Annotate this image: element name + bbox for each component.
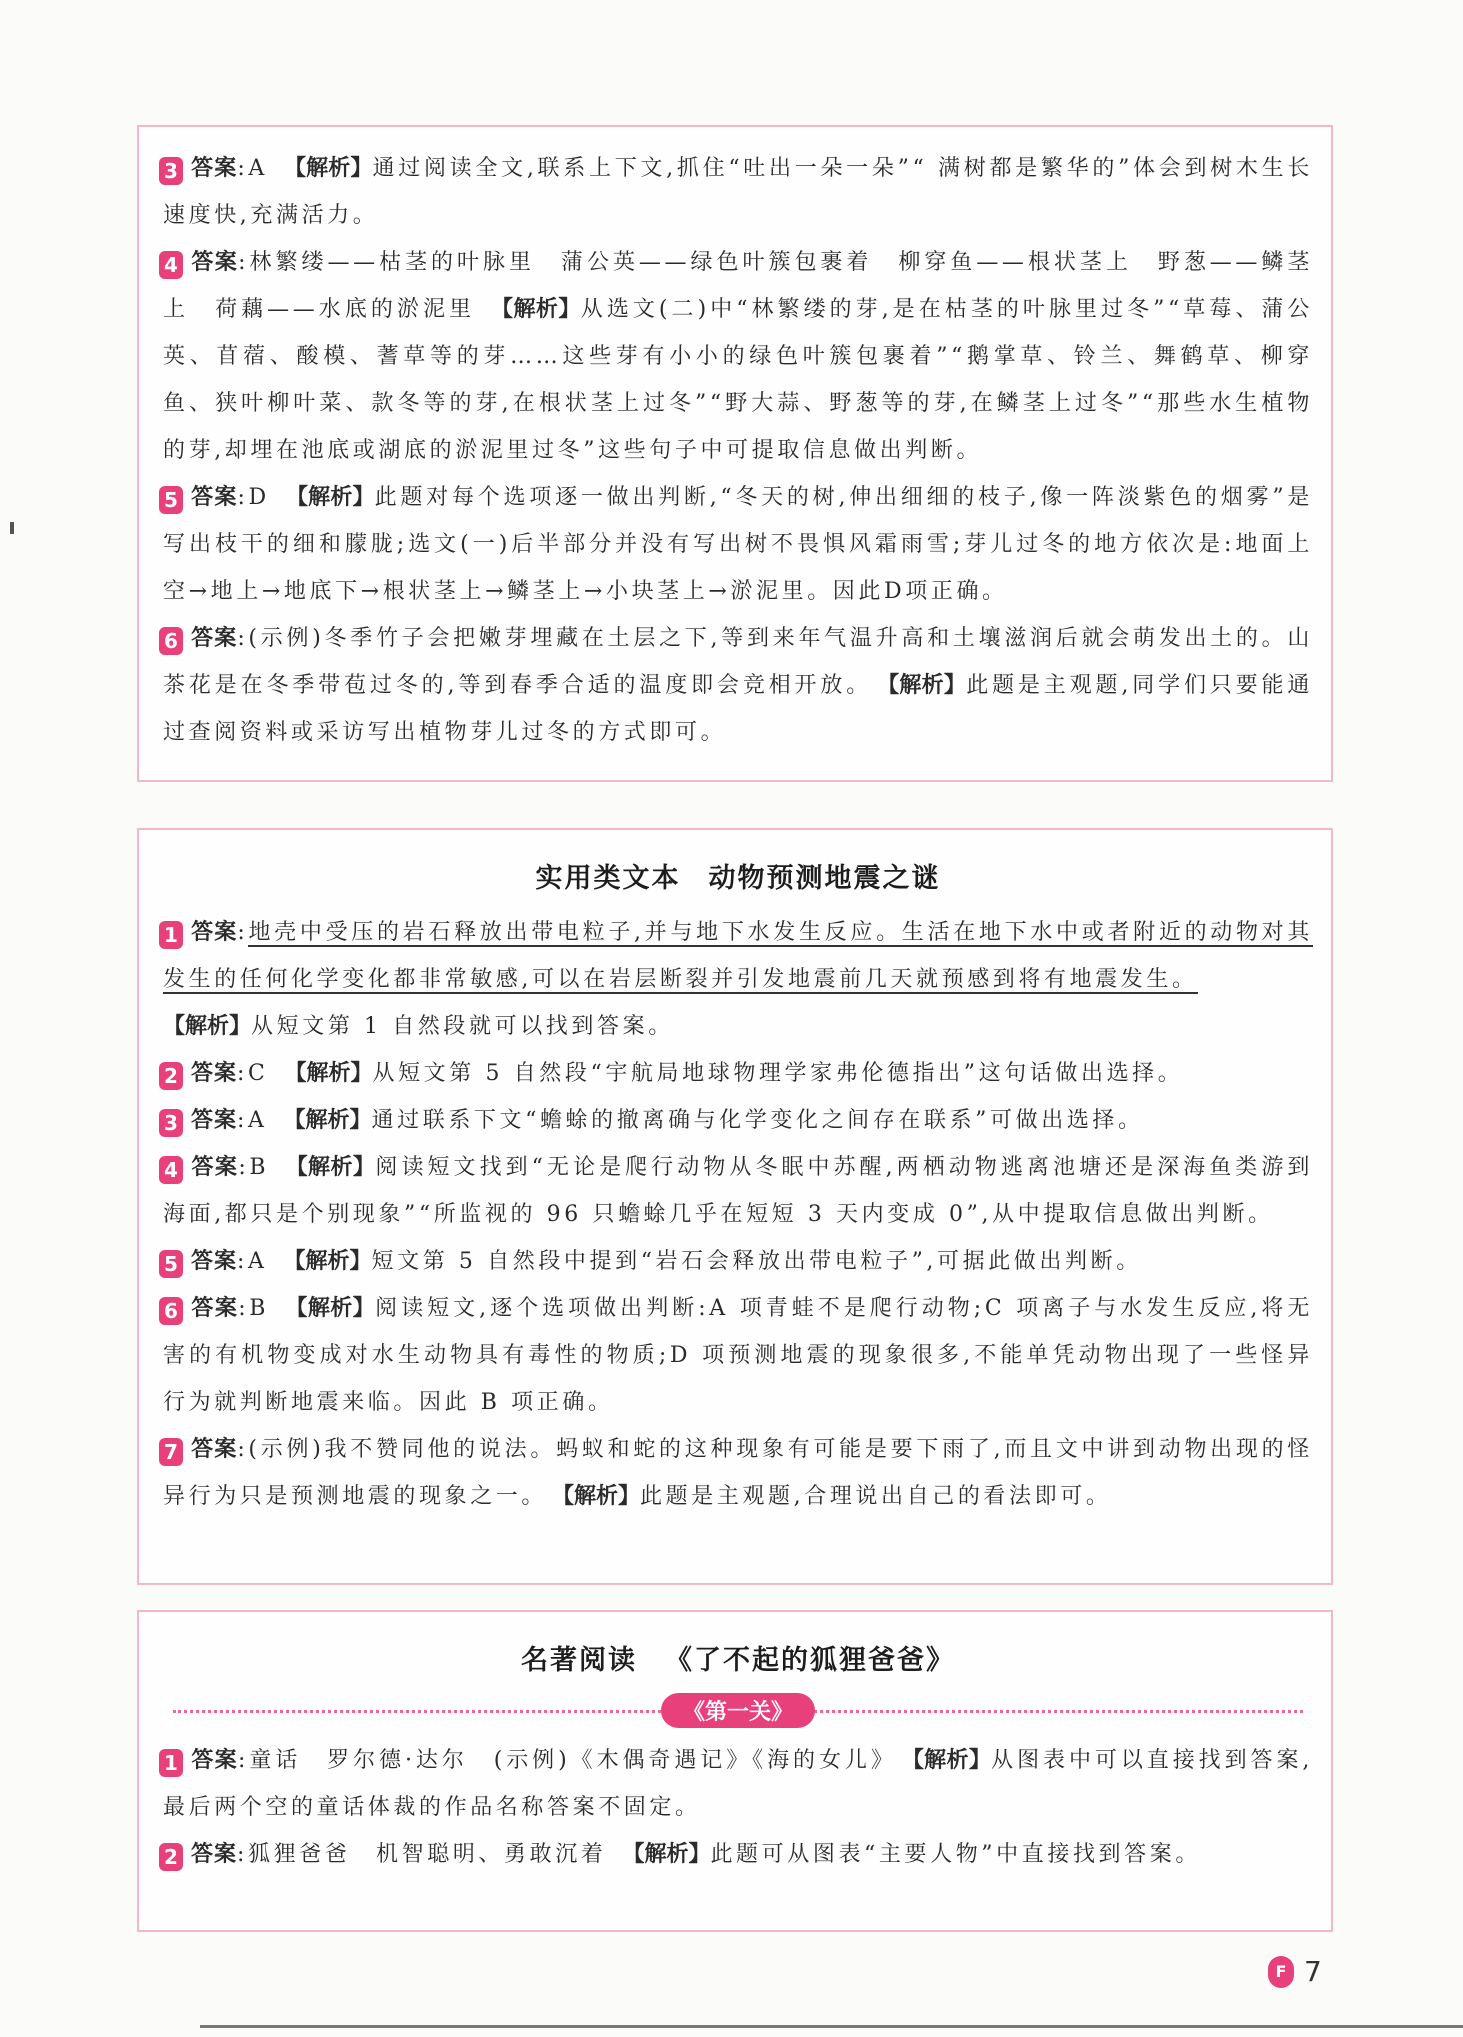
page-edge	[200, 2025, 1463, 2028]
analysis-label: 【解析】	[284, 1061, 373, 1086]
analysis-text: 通过阅读全文,联系上下文,抓住“吐出一朵一朵”“ 满树都是繁华的”体会到树木生长速度快,充满活力。	[163, 156, 1313, 228]
answer-item	[163, 1831, 1313, 1878]
section-title	[163, 1638, 1313, 1677]
answer-label: 答案	[191, 1249, 238, 1274]
answer-item	[163, 1238, 1313, 1285]
answer-item	[163, 1285, 1313, 1426]
page-number: 7	[1304, 1955, 1322, 1988]
answer-label: 答案	[191, 1108, 238, 1133]
answer-text: :A	[237, 156, 268, 181]
analysis-label: 【解析】	[285, 485, 375, 510]
answer-label: 答案	[191, 626, 238, 651]
answer-text: :林繁缕——枯茎的叶脉里 蒲公英——绿色叶簇包裹着 柳穿鱼——根状茎上 野葱——鳞茎上 荷藕——水底的淤泥里	[163, 250, 1313, 322]
answer-item	[163, 239, 1313, 474]
answer-text: :A	[237, 1108, 268, 1133]
answer-item	[163, 1737, 1313, 1831]
analysis-label: 【解析】	[163, 1014, 252, 1039]
section-category: 实用类文本	[535, 863, 681, 894]
analysis-text: 从选文(二)中“林繁缕的芽,是在枯茎的叶脉里过冬”“草莓、蒲公英、苜蓿、酸模、蓍草等的芽……这些芽有小小的绿色叶簇包裹着”“鹅掌草、铃兰、舞鹤草、柳穿鱼、狭叶柳叶菜、款冬等的芽,在根状茎上过冬”“野大蒜、野葱等的芽,在鳞茎上过冬”“那些水生植物的芽,却埋在池底或湖底的淤泥里过冬”这些句子中可提取信息做出判断。	[163, 297, 1313, 463]
answer-text: :童话 罗尔德·达尔 (示例)《木偶奇遇记》《海的女儿》	[238, 1748, 897, 1773]
answer-section	[137, 125, 1333, 782]
analysis-label: 【解析】	[563, 1484, 641, 1509]
section-subtitle: 《了不起的狐狸爸爸》	[665, 1645, 955, 1676]
answer-item	[163, 474, 1313, 615]
answer-text: :	[237, 920, 249, 945]
answer-label: 答案	[191, 1061, 238, 1086]
question-number-badge: 6	[159, 1297, 183, 1325]
question-number-badge: 2	[159, 1062, 183, 1090]
answer-text: :B	[238, 1155, 270, 1180]
analysis-label: 【解析】	[285, 1155, 376, 1180]
section-category: 名著阅读	[521, 1645, 637, 1676]
answer-section	[137, 1610, 1333, 1932]
section-title	[163, 856, 1313, 895]
question-number-badge: 5	[159, 1250, 183, 1278]
answer-label: 答案	[191, 250, 239, 275]
answer-text: :A	[237, 1249, 268, 1274]
scan-mark	[10, 522, 14, 534]
analysis-text: 此题是主观题,同学们只要能通过查阅资料或采访写出植物芽儿过冬的方式即可。	[163, 673, 1314, 745]
analysis-text: 从短文第 1 自然段就可以找到答案。	[251, 1014, 674, 1039]
analysis-label: 【解析】	[491, 297, 581, 322]
analysis-label: 【解析】	[285, 1296, 376, 1321]
answer-label: 答案	[191, 1155, 239, 1180]
analysis-label: 【解析】	[283, 1108, 372, 1133]
page-footer	[1268, 1955, 1322, 1988]
question-number-badge: 1	[159, 921, 183, 949]
answer-item	[163, 615, 1313, 756]
answer-text: :D	[237, 485, 270, 510]
question-number-badge: 1	[159, 1749, 183, 1777]
analysis-text: 阅读短文,逐个选项做出判断:A 项青蛙不是爬行动物;C 项离子与水发生反应,将无害的有机物变成对水生动物具有毒性的物质;D 项预测地震的现象很多,不能单凭动物出现了一些怪异行为就判断地震来临。因此 B 项正确。	[163, 1296, 1313, 1415]
answer-underlined-text: 地壳中受压的岩石释放出带电粒子,并与地下水发生反应。生活在地下水中或者附近的动物对其发生的任何化学变化都非常敏感,可以在岩层断裂并引发地震前几天就预感到将有地震发生。	[163, 920, 1313, 992]
question-number-badge: 7	[159, 1438, 183, 1466]
answer-label: 答案	[191, 156, 238, 181]
answer-item	[163, 1050, 1313, 1097]
question-number-badge: 2	[159, 1843, 183, 1871]
answer-item	[163, 909, 1313, 1050]
analysis-text: 从短文第 5 自然段“宇航局地球物理学家弗伦德指出”这句话做出选择。	[372, 1061, 1184, 1086]
answer-item	[163, 1426, 1313, 1520]
question-number-badge: 3	[159, 1109, 183, 1137]
analysis-text: 从图表中可以直接找到答案,最后两个空的童话体裁的作品名称答案不固定。	[163, 1748, 1313, 1820]
answer-text: :狐狸爸爸 机智聪明、勇敢沉着	[237, 1842, 607, 1867]
question-number-badge: 6	[159, 627, 183, 655]
analysis-text: 此题对每个选项逐一做出判断,“冬天的树,伸出细细的枝子,像一阵淡紫色的烟雾”是写出枝干的细和朦胧;选文(一)后半部分并没有写出树不畏惧风霜雨雪;芽儿过冬的地方依次是:地面上空→地上→地底下→根状茎上→鳞茎上→小块茎上→淤泥里。因此D项正确。	[163, 485, 1313, 604]
analysis-line	[163, 1003, 1313, 1050]
analysis-label: 【解析】	[912, 1748, 992, 1773]
answer-text: :B	[238, 1296, 270, 1321]
question-number-badge: 4	[159, 251, 183, 279]
answer-label: 答案	[191, 1296, 239, 1321]
analysis-text: 通过联系下文“蟾蜍的撤离确与化学变化之间存在联系”可做出选择。	[371, 1108, 1144, 1133]
brand-logo-icon: F	[1268, 1956, 1294, 1988]
analysis-label: 【解析】	[283, 1249, 372, 1274]
answer-label: 答案	[191, 1748, 239, 1773]
stage-label: 《第一关》	[661, 1693, 815, 1728]
answer-section	[137, 828, 1333, 1585]
analysis-label: 【解析】	[888, 673, 967, 698]
answer-label: 答案	[191, 485, 238, 510]
analysis-text: 短文第 5 自然段中提到“岩石会释放出带电粒子”,可据此做出判断。	[371, 1249, 1142, 1274]
analysis-text: 此题是主观题,合理说出自己的看法即可。	[640, 1484, 1112, 1509]
analysis-text: 此题可从图表“主要人物”中直接找到答案。	[710, 1842, 1201, 1867]
answer-label: 答案	[191, 920, 238, 945]
answer-text: :(示例)冬季竹子会把嫩芽埋藏在土层之下,等到来年气温升高和土壤滋润后就会萌发出土的。山茶花是在冬季带苞过冬的,等到春季合适的温度即会竞相开放。	[163, 626, 1313, 698]
answer-text: :C	[237, 1061, 269, 1086]
question-number-badge: 5	[159, 486, 183, 514]
analysis-label: 【解析】	[622, 1842, 711, 1867]
section-subtitle: 动物预测地震之谜	[708, 863, 941, 894]
stage-banner	[163, 1691, 1313, 1731]
analysis-text: 阅读短文找到“无论是爬行动物从冬眠中苏醒,两栖动物逃离池塘还是深海鱼类游到海面,都只是个别现象”“所监视的 96 只蟾蜍几乎在短短 3 天内变成 0”,从中提取信息做出判断。	[163, 1155, 1313, 1227]
answer-text: :(示例)我不赞同他的说法。蚂蚁和蛇的这种现象有可能是要下雨了,而且文中讲到动物出现的怪异行为只是预测地震的现象之一。	[163, 1437, 1313, 1509]
analysis-label: 【解析】	[283, 156, 373, 181]
question-number-badge: 3	[159, 157, 183, 185]
answer-item	[163, 1097, 1313, 1144]
answer-item	[163, 1144, 1313, 1238]
answer-label: 答案	[191, 1437, 238, 1462]
question-number-badge: 4	[159, 1156, 183, 1184]
answer-label: 答案	[191, 1842, 238, 1867]
answer-item	[163, 145, 1313, 239]
